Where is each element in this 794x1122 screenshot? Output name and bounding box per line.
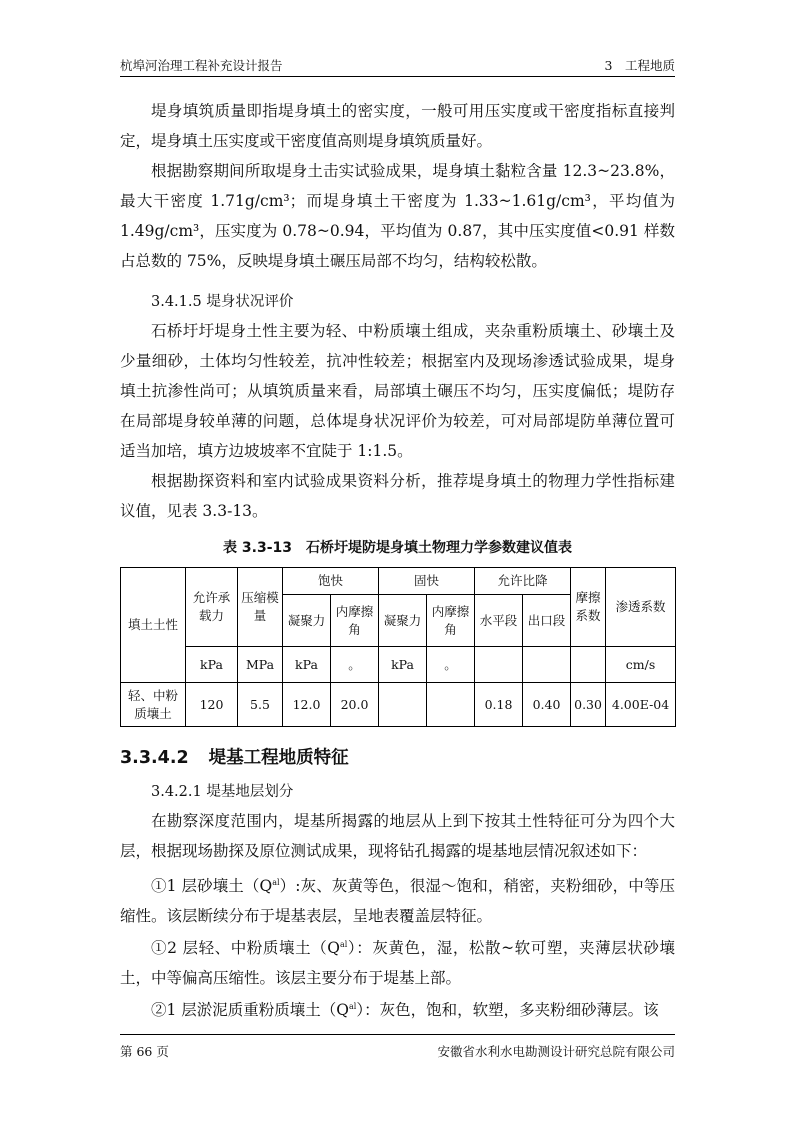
unit-horizontal: [475, 647, 523, 683]
th-permeability: 渗透系数: [606, 568, 676, 647]
cell-consol-c: [379, 683, 427, 727]
unit-friction: [571, 647, 606, 683]
section-number: 3.3.4.2: [120, 748, 189, 768]
unit-modulus: MPa: [238, 647, 283, 683]
cell-horizontal: 0.18: [475, 683, 523, 727]
paragraph-strata-intro: 在勘察深度范围内，堤基所揭露的地层从上到下按其土性特征可分为四个大层，根据现场勘探及原位测试成果，现将钻孔揭露的堤基地层情况叙述如下：: [120, 812, 675, 860]
quaternary-superscript: al: [272, 878, 280, 887]
th-friction: 摩擦系数: [571, 568, 606, 647]
paragraph-layer-2-1: ②1 层淤泥质重粉质壤土$(Q^{al})$：灰色，饱和，软塑，多夹粉细砂薄层。该: [151, 1001, 659, 1020]
unit-quick-c: kPa: [283, 647, 331, 683]
th-quick-angle: 内摩擦角: [331, 595, 379, 647]
footer-organization: 安徽省水利水电勘测设计研究总院有限公司: [437, 1044, 675, 1059]
cell-modulus: 5.5: [238, 683, 283, 727]
cell-quick-phi: 20.0: [331, 683, 379, 727]
paragraph-layer-1-2: ①2 层轻、中粉质壤土$(Q^{al})$：灰黄色，湿，松散~软可塑，夹薄层状砂壤土，中等偏高压缩性。该层主要分布于堤基上部。: [120, 939, 676, 988]
cell-permeability: 4.00E-04: [606, 683, 676, 727]
quaternary-superscript: al: [340, 940, 348, 949]
section-heading: [120, 744, 349, 769]
section-title: 堤基工程地质特征: [208, 748, 349, 768]
paragraph-compaction-test: 根据勘察期间所取堤身土击实试验成果，堤身填土黏粒含量 12.3~23.8%，最大干密度 1.71g/cm³；而堤身填土干密度为 1.33~1.61g/cm³，平均值为 1.49g/cm³，压实度为 0.78~0.94，平均值为 0.87，其中压实度值<0.91 样数占总数的 75%，反映堤身填土碾压局部不均匀，结构较松散。: [120, 162, 675, 270]
subsection-3-4-1-5: 3.4.1.5 堤身状况评价: [151, 294, 294, 310]
unit-consol-phi: 。: [427, 647, 475, 683]
unit-perm: cm/s: [606, 647, 676, 683]
th-allowable-gradient: 允许比降: [475, 568, 571, 595]
cell-soil: 轻、中粉质壤土: [121, 683, 186, 727]
cell-friction: 0.30: [571, 683, 606, 727]
th-consol-cohesion: 凝聚力: [379, 595, 427, 647]
parameter-table: [120, 567, 676, 727]
cell-outlet: 0.40: [523, 683, 571, 727]
cell-consol-phi: [427, 683, 475, 727]
paragraph-levee-evaluation: 石桥圩圩堤身土性主要为轻、中粉质壤土组成，夹杂重粉质壤土、砂壤土及少量细砂，土体均匀性较差，抗冲性较差；根据室内及现场渗透试验成果，堤身填土抗渗性尚可；从填筑质量来看，局部填土碾压不均匀，压实度偏低；堤防存在局部堤身较单薄的问题，总体堤身状况评价为较差，可对局部堤防单薄位置可适当加培，填方边坡坡率不宜陡于 1:1.5。: [120, 322, 675, 460]
paragraph-fill-quality: 堤身填筑质量即指堤身填土的密实度，一般可用压实度或干密度指标直接判定，堤身填土压实度或干密度值高则堤身填筑质量好。: [120, 102, 675, 150]
th-modulus: 压缩模量: [238, 568, 283, 647]
th-consol-angle: 内摩擦角: [427, 595, 475, 647]
cell-bearing: 120: [186, 683, 238, 727]
paragraph-layer-1-1: ①1 层砂壤土$(Q^{al})$:灰、灰黄等色，很湿～饱和，稍密，夹粉细砂，中等压缩性。该层断续分布于堤基表层，呈地表覆盖层特征。: [120, 877, 675, 926]
unit-quick-phi: 。: [331, 647, 379, 683]
page-footer: [120, 1034, 675, 1057]
th-quick-shear: 饱快: [283, 568, 379, 595]
th-consolidated-shear: 固快: [379, 568, 475, 595]
unit-outlet: [523, 647, 571, 683]
page-header: [120, 56, 675, 77]
th-quick-cohesion: 凝聚力: [283, 595, 331, 647]
th-bearing: 允许承载力: [186, 568, 238, 647]
th-soil: 填土土性: [121, 568, 186, 683]
subsection-3-4-2-1: 3.4.2.1 堤基地层划分: [151, 784, 294, 800]
unit-bearing: kPa: [186, 647, 238, 683]
unit-consol-c: kPa: [379, 647, 427, 683]
table-caption: 表 3.3-13 石桥圩堤防堤身填土物理力学参数建议值表: [223, 540, 572, 556]
paragraph-recommendation: 根据勘探资料和室内试验成果资料分析，推荐堤身填土的物理力学性指标建议值，见表 3.3-13。: [120, 472, 675, 520]
th-outlet: 出口段: [523, 595, 571, 647]
table-row: [121, 683, 676, 727]
page-number: 第 66 页: [120, 1044, 169, 1059]
cell-quick-c: 12.0: [283, 683, 331, 727]
header-report-title: 杭埠河治理工程补充设计报告: [120, 58, 283, 73]
header-chapter: 3 工程地质: [604, 58, 675, 73]
quaternary-superscript: al: [349, 1002, 357, 1011]
th-horizontal: 水平段: [475, 595, 523, 647]
